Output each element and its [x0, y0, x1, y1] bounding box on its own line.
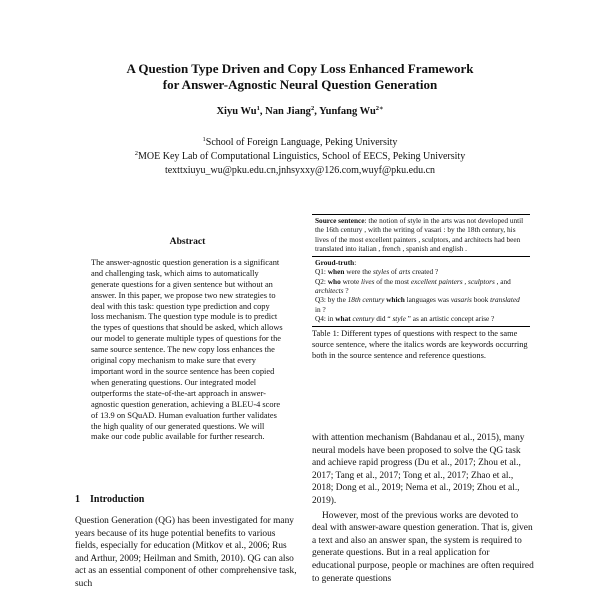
affiliation-1 — [60, 136, 540, 150]
title-line-1: A Question Type Driven and Copy Loss Enhanced Framework — [126, 61, 474, 76]
affiliation-2 — [60, 150, 540, 164]
abstract-heading: Abstract — [169, 236, 206, 247]
table-source-row — [312, 215, 530, 254]
question-2: Q2: who wrote lives of the most excellent painters , sculptors , and architects ? — [315, 276, 511, 296]
source-label: Source sentence — [315, 216, 365, 225]
author-emails: texttxiuyu_wu@pku.edu.cn,jnhsyxxy@126.com,wuyf@pku.edu.cn — [164, 165, 436, 176]
affiliations — [60, 136, 540, 178]
author-3-affil: 2∗ — [375, 105, 384, 112]
author-3: Yunfang Wu — [319, 106, 376, 117]
table-caption: Table 1: Different types of questions with respect to the same source sentence, where the italics words are keywords occurring both in the source sentence and reference questions. — [312, 329, 528, 360]
affiliation-2-text: MOE Key Lab of Computational Linguistics, School of EECS, Peking University — [138, 151, 466, 162]
author-2: Nan Jiang — [265, 106, 311, 117]
author-list — [100, 106, 500, 117]
title-line-2: for Answer-Agnostic Neural Question Generation — [162, 77, 438, 92]
author-1-affil: 1 — [256, 105, 260, 112]
question-3: Q3: by the 18th century which languages was vasaris book translated in ? — [315, 295, 520, 314]
intro-paragraph: Question Generation (QG) has been investigated for many years because of its huge potential benefits to various fields, especially for education (Mitkov et al., 2006; Rus and Arthur, 2009; Heilman and Smith, 2010). QG can also act as an essential component of other comprehensive task, such — [75, 516, 297, 589]
author-separator: , — [314, 106, 320, 117]
author-2-affil: 2 — [310, 105, 315, 112]
truth-label: Groud-truth — [315, 258, 355, 268]
body-paragraph: However, most of the previous works are devoted to deal with answer-aware question generation. That is, given a text and also an answer span, the system is required to generate questions. But in a real application for educational purpose, people or machines are often required to generate questions — [312, 510, 534, 584]
source-text: : the notion of style in the arts was not developed until the 16th century , with the writing of vasari : by the 18th century, his lives of the most excellent painters , sculptors, and architects had been translated into italian , french , spanish and english . — [315, 216, 524, 253]
right-column-text — [312, 432, 534, 585]
author-separator: , — [259, 106, 266, 117]
question-4: Q4: in what century did “ style ” as an artistic concept arise ? — [315, 313, 495, 323]
author-1: Xiyu Wu — [216, 106, 257, 117]
affiliation-1-mark: 1 — [202, 136, 206, 143]
paper-title — [60, 61, 540, 93]
example-table — [312, 214, 530, 327]
section-title: Introduction — [90, 494, 145, 505]
abstract-block — [91, 237, 284, 443]
affiliation-1-text: School of Foreign Language, Peking University — [205, 137, 398, 148]
section-heading — [75, 494, 144, 505]
body-paragraph: with attention mechanism (Bahdanau et al., 2015), many neural models have been proposed to solve the QG task and achieve rapid progress (Du et al., 2017; Zhou et al., 2017; Tang et al., 2017; Tong et al., 2017; Zhao et al., 2018; Dong et al., 2019; Nema et al., 2019; Zhou et al., 2019). — [312, 433, 525, 506]
affiliation-2-mark: 2 — [134, 150, 139, 157]
abstract-text: The answer-agnostic question generation is a significant and challenging task, which aims to automatically generate questions for a given sentence but without an answer. In this paper, we propose two new strategies to deal with this task: question type prediction and copy loss mechanism. The question type module is to predict the types of questions that should be asked, which allows our model to generate multiple types of questions for the same source sentence. The new copy loss enhances the original copy mechanism to make sure that every important word in the source sentence has been copied when generating questions. Our integrated model outperforms the state-of-the-art approach in answer-agnostic question generation, achieving a BLEU-4 score of 13.9 on SQuAD. Human evaluation further validates the high quality of our generated questions. We will make our code public available for further research. — [91, 257, 283, 442]
section-number: 1 — [75, 494, 80, 505]
table-truth-block: Groud-truth: Q1: when were the styles of arts created ? Q2: who wrote lives of the most excellent painters , sculptors , and architects ? Q3: by the 18th century which languages was vasaris book translated in ? Q4: in what century did “ style ” as an artistic concept arise ? — [312, 257, 530, 324]
question-1: Q1: when were the styles of arts created ? — [315, 267, 439, 277]
